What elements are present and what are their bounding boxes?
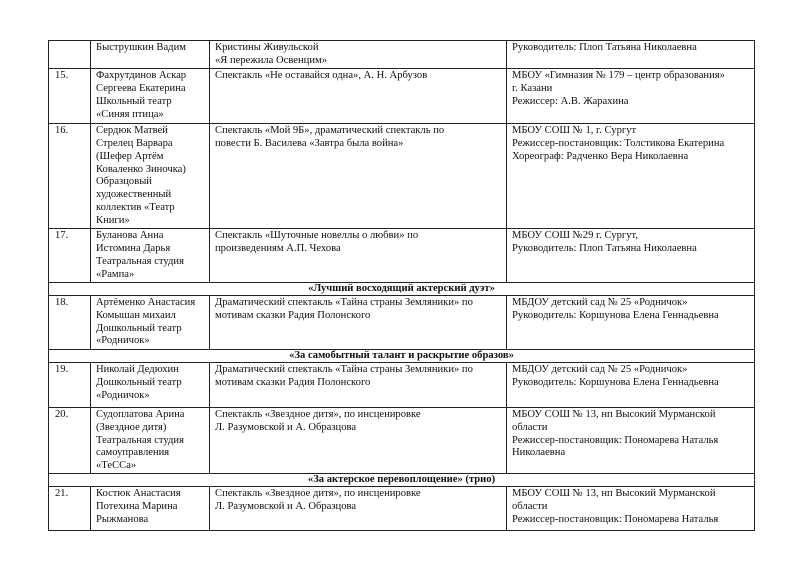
participant-line: Быструшкин Вадим (96, 42, 186, 53)
work-line: мотивам сказки Радия Полонского (215, 376, 371, 388)
work-line: Спектакль «Мой 9Б», драматический спектакль по (215, 124, 445, 136)
organization-line: Руководитель: Плоп Татьяна Николаевна (512, 42, 697, 53)
row-number (49, 41, 91, 69)
organization-cell (507, 407, 755, 474)
organization-cell (507, 487, 755, 531)
organization-line: г. Казани (512, 82, 553, 94)
participant-line: Комышан михаил (96, 309, 176, 321)
participant-line: «Родничок» (96, 389, 150, 401)
organization-line: МБОУ СОШ № 1, г. Сургут (512, 124, 637, 136)
work-line: Кристины Живульской (215, 42, 319, 53)
participant-line: самоуправления (96, 447, 170, 459)
table-row (49, 407, 755, 474)
nomination-heading-row (49, 474, 755, 487)
participant-line: Дошкольный театр (96, 376, 182, 388)
participant-line: коллектив «Театр (96, 202, 175, 214)
participant-line: Сергеева Екатерина (96, 82, 186, 94)
participant-line: Книги» (96, 215, 130, 227)
organization-cell (507, 229, 755, 283)
row-number: 17. (49, 229, 91, 283)
organization-line: Хореограф: Радченко Вера Николаевна (512, 150, 689, 162)
work-line: Л. Разумовской и А. Образцова (215, 501, 357, 513)
participant-line: Рыжманова (96, 514, 149, 526)
row-number: 20. (49, 407, 91, 474)
table-row (49, 362, 755, 407)
participant-line: Дошкольный театр (96, 322, 182, 334)
participants-cell (91, 295, 210, 349)
organization-cell (507, 362, 755, 407)
participant-line: «Родничок» (96, 335, 150, 347)
work-line: Драматический спектакль «Тайна страны Земляники» по (215, 296, 473, 308)
organization-line: МБДОУ детский сад № 25 «Родничок» (512, 296, 688, 308)
organization-line: Руководитель: Коршунова Елена Геннадьевна (512, 376, 719, 388)
participant-line: (Шефер Артём (96, 150, 164, 162)
row-number: 21. (49, 487, 91, 531)
organization-line: Николаевна (512, 447, 566, 459)
organization-line: МБОУ СОШ №29 г. Сургут, (512, 230, 639, 242)
table-row (49, 68, 755, 123)
work-line: Драматический спектакль «Тайна страны Земляники» по (215, 363, 473, 375)
organization-line: области (512, 421, 548, 433)
participants-cell (91, 68, 210, 123)
row-number: 15. (49, 68, 91, 123)
table-body (49, 41, 755, 531)
participant-line: Николай Дедюхин (96, 363, 179, 375)
organization-line: МБОУ «Гимназия № 179 – центр образования» (512, 69, 725, 81)
work-cell (210, 41, 507, 69)
nomination-heading-row (49, 349, 755, 362)
row-number: 18. (49, 295, 91, 349)
organization-line: МБОУ СОШ № 13, нп Высокий Мурманской (512, 408, 716, 420)
participants-cell (91, 487, 210, 531)
work-line: Спектакль «Звездное дитя», по инсценировке (215, 408, 421, 420)
work-cell (210, 407, 507, 474)
organization-cell (507, 123, 755, 228)
participant-line: Потехина Марина (96, 501, 178, 513)
work-cell (210, 362, 507, 407)
participant-line: Сердюк Матвей (96, 124, 168, 136)
participant-line: Коваленко Зиночка) (96, 163, 186, 175)
participants-cell (91, 41, 210, 69)
participant-line: Артёменко Анастасия (96, 296, 196, 308)
work-line: Спектакль «Звездное дитя», по инсценировке (215, 488, 421, 500)
participant-line: Буланова Анна (96, 230, 164, 242)
participant-line: Театральная студия (96, 434, 184, 446)
table-row (49, 229, 755, 283)
nomination-title: «За актерское перевоплощение» (трио) (49, 474, 755, 487)
participants-cell (91, 229, 210, 283)
work-cell (210, 229, 507, 283)
table-row (49, 295, 755, 349)
work-cell (210, 123, 507, 228)
work-line: произведениям А.П. Чехова (215, 242, 341, 254)
organization-line: Режиссер-постановщик: Пономарева Наталья (512, 434, 719, 446)
participants-cell (91, 123, 210, 228)
participant-line: Судоплатова Арина (96, 408, 185, 420)
participant-line: Театральная студия (96, 255, 184, 267)
nomination-heading-row (49, 282, 755, 295)
row-number: 19. (49, 362, 91, 407)
participant-line: Школьный театр (96, 95, 172, 107)
organization-line: области (512, 501, 548, 513)
work-line: повести Б. Василева «Завтра была война» (215, 137, 404, 149)
participant-line: Фахрутдинов Аскар (96, 69, 187, 81)
organization-line: Руководитель: Коршунова Елена Геннадьевна (512, 309, 719, 321)
nominations-table (48, 40, 755, 531)
participant-line: «Синяя птица» (96, 108, 164, 120)
work-line: Л. Разумовской и А. Образцова (215, 421, 357, 433)
participant-line: Костюк Анастасия (96, 488, 181, 500)
nomination-title: «За самобытный талант и раскрытие образов» (49, 349, 755, 362)
participants-cell (91, 407, 210, 474)
organization-line: МБДОУ детский сад № 25 «Родничок» (512, 363, 688, 375)
participant-line: Истомина Дарья (96, 242, 171, 254)
participant-line: «ТеССа» (96, 460, 137, 472)
work-line: мотивам сказки Радия Полонского (215, 309, 371, 321)
work-line: Спектакль «Не оставайся одна», А. Н. Арбузов (215, 69, 428, 81)
work-line: Спектакль «Шуточные новеллы о любви» по (215, 230, 419, 242)
work-cell (210, 295, 507, 349)
organization-line: Режиссер: А.В. Жарахина (512, 95, 629, 107)
participant-line: Стрелец Варвара (96, 137, 173, 149)
organization-cell (507, 295, 755, 349)
participants-cell (91, 362, 210, 407)
organization-line: Руководитель: Плоп Татьяна Николаевна (512, 242, 697, 254)
participant-line: художественный (96, 189, 172, 201)
organization-line: МБОУ СОШ № 13, нп Высокий Мурманской (512, 488, 716, 500)
work-line: «Я пережила Освенцим» (215, 54, 328, 66)
nomination-title: «Лучший восходящий актерский дуэт» (49, 282, 755, 295)
work-cell (210, 487, 507, 531)
work-cell (210, 68, 507, 123)
row-number: 16. (49, 123, 91, 228)
table-row (49, 41, 755, 69)
organization-line: Режиссер-постановщик: Толстикова Екатерина (512, 137, 725, 149)
table-row (49, 123, 755, 228)
organization-line: Режиссер-постановщик: Пономарева Наталья (512, 514, 719, 526)
participant-line: Образцовый (96, 176, 152, 188)
organization-cell (507, 68, 755, 123)
organization-cell (507, 41, 755, 69)
participant-line: «Рампа» (96, 268, 135, 280)
participant-line: (Звездное дитя) (96, 421, 167, 433)
table-row (49, 487, 755, 531)
